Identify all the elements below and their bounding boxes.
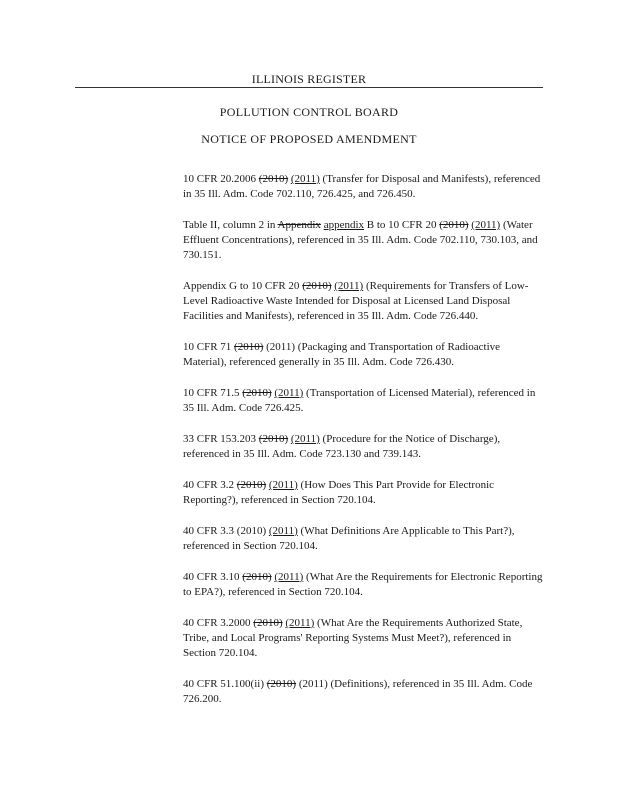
entry-text: (2011) (Definitions), referenced in 35 Ill. Adm. Code 726.200. [183,678,533,705]
inserted-text: (2011) [334,280,364,292]
deleted-text: (2010) [253,617,283,629]
entry-text: 40 CFR 3.2000 [183,617,254,629]
deleted-text: (2010) [242,571,272,583]
entry-text: 40 CFR 3.2 [183,479,237,491]
reference-entry [183,172,543,202]
entry-text: Table II, column 2 in [183,219,278,231]
reference-entry [183,616,543,661]
inserted-text: (2011) [285,617,315,629]
reference-entry [183,524,543,554]
deleted-text: (2010) [258,433,289,445]
deleted-text: (2010) [266,678,297,690]
entry-text: (Transportation of Licensed Material), referenced in 35 Ill. Adm. Code 726.425. [183,387,536,414]
entry-text: 40 CFR 51.100(ii) [183,678,267,690]
entry-text: (Procedure for the Notice of Discharge), referenced in 35 Ill. Adm. Code 723.130 and 739.143. [183,433,501,460]
inserted-text: (2011) [290,173,320,185]
board-name: POLLUTION CONTROL BOARD [219,105,399,119]
entry-text: Appendix G to 10 CFR 20 [183,280,303,292]
inserted-text: appendix [323,219,365,231]
deleted-text: (2010) [439,219,469,231]
entry-text: (What Are the Requirements Authorized State, Tribe, and Local Programs' Reporting Systems Must Meet?), referenced in Section 720.104. [183,617,523,659]
inserted-text: (2011) [290,433,320,445]
entry-text: 33 CFR 153.203 [183,433,259,445]
entry-text: 40 CFR 3.3 (2010) [183,525,269,537]
inserted-text: (2011) [274,387,304,399]
entry-text: (How Does This Part Provide for Electronic Reporting?), referenced in Section 720.104. [183,479,495,506]
reference-entry [183,218,543,263]
entry-text: (2011) (Packaging and Transportation of Radioactive Material), referenced generally in 35 Ill. Adm. Code 726.430. [183,341,501,368]
reference-entry [183,478,543,508]
reference-entry [183,386,543,416]
reference-list [183,172,543,723]
entry-text: 10 CFR 71 [183,341,235,353]
entry-text: 10 CFR 71.5 [183,387,243,399]
entry-text: (What Are the Requirements for Electronic Reporting to EPA?), referenced in Section 720.104. [183,571,543,598]
inserted-text: (2011) [268,525,298,537]
entry-text: 40 CFR 3.10 [183,571,243,583]
entry-text: B to 10 CFR 20 [364,219,440,231]
inserted-text: (2011) [274,571,304,583]
reference-entry [183,677,543,707]
entry-text: (What Definitions Are Applicable to This Part?), referenced in Section 720.104. [183,525,515,552]
deleted-text: (2010) [234,341,264,353]
reference-entry [183,570,543,600]
deleted-text: (2010) [242,387,272,399]
inserted-text: (2011) [471,219,501,231]
reference-entry [183,340,543,370]
reference-entry [183,279,543,324]
entry-text: (Water Effluent Concentrations), referenced in 35 Ill. Adm. Code 702.110, 730.103, and 730.151. [183,219,538,261]
inserted-text: (2011) [268,479,298,491]
header-rule [75,87,543,88]
notice-title: NOTICE OF PROPOSED AMENDMENT [201,132,417,146]
reference-entry [183,432,543,462]
deleted-text: (2010) [236,479,267,491]
deleted-text: (2010) [258,173,289,185]
entry-text: (Transfer for Disposal and Manifests), referenced in 35 Ill. Adm. Code 702.110, 726.425, and 726.450. [183,173,541,200]
entry-text: 10 CFR 20.2006 [183,173,259,185]
deleted-text: (2010) [302,280,332,292]
register-title: ILLINOIS REGISTER [251,72,367,86]
entry-text: (Requirements for Transfers of Low-Level Radioactive Waste Intended for Disposal at Licensed Land Disposal Facilities and Manifests), referenced in 35 Ill. Adm. Code 726.440. [183,280,529,322]
deleted-text: Appendix [277,219,321,231]
